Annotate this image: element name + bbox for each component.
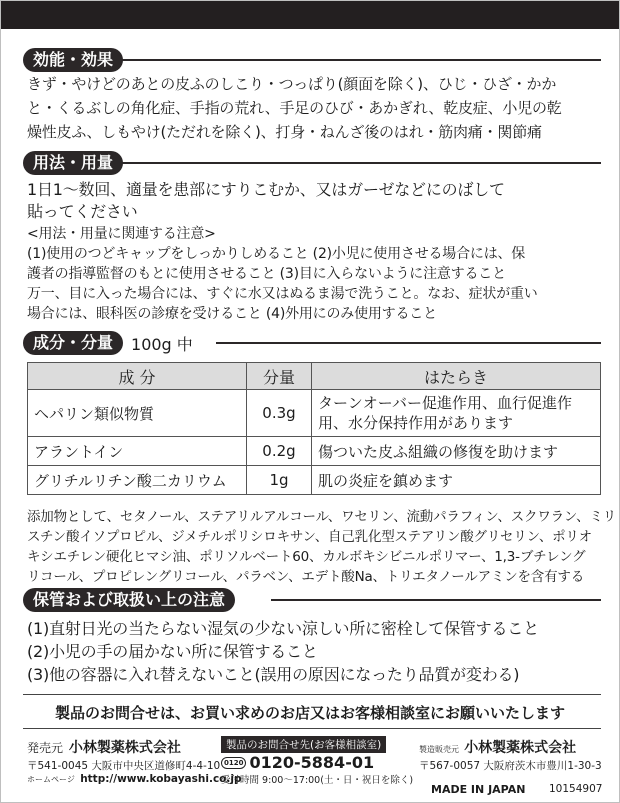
ingredients-title: 成分・分量	[23, 331, 123, 355]
maker-name: 小林製薬株式会社	[464, 740, 577, 756]
storage-rule	[271, 599, 601, 601]
usage-note: (1)使用のつどキャップをしっかりしめること (2)小児に使用させる場合には、保	[27, 246, 526, 262]
seller-name: 小林製薬株式会社	[68, 740, 181, 756]
col-header-role: はたらき	[312, 363, 601, 390]
ingredient-role: ターンオーバー促進作用、血行促進作用、水分保持作用があります	[312, 390, 601, 437]
additives-line: リコール、プロピレングリコール、パラベン、エデト酸Na、トリエタノールアミンを含有する	[27, 569, 584, 585]
storage-item: (1)直射日光の当たらない湿気の少ない涼しい所に密栓して保管すること	[27, 619, 539, 638]
usage-note: 万一、目に入った場合には、すぐに水又はぬるま湯で洗うこと。なお、症状が重い	[27, 286, 538, 302]
table-row	[28, 390, 601, 437]
seller-block	[27, 737, 181, 757]
ingredient-name: グリチルリチン酸二カリウム	[28, 466, 247, 495]
additives-line: スチン酸イソプロピル、ジメチルポリシロキサン、自己乳化型ステアリン酸グリセリン、ポリオ	[27, 529, 592, 545]
contact-label: 製品のお問合せ先(お客様相談室)	[221, 736, 386, 753]
additives-line: キシエチレン硬化ヒマシ油、ポリソルベート60、カルボキシビニルポリマー、1,3-ブチレング	[27, 549, 586, 565]
ingredient-name: ヘパリン類似物質	[28, 390, 247, 437]
usage-rule	[121, 162, 601, 164]
effects-rule	[121, 59, 601, 61]
origin-label: MADE IN JAPAN	[431, 783, 526, 796]
effects-line: と・くるぶしの角化症、手指の荒れ、手足のひび・あかぎれ、乾皮症、小児の乾	[27, 99, 562, 117]
usage-header	[23, 151, 123, 175]
usage-note: 護者の指導監督のもとに使用させること (3)目に入らないように注意すること	[27, 266, 506, 282]
ingredient-role: 傷ついた皮ふ組織の修復を助けます	[312, 437, 601, 466]
table-row	[28, 437, 601, 466]
top-bar	[1, 1, 619, 29]
col-header-qty: 分量	[247, 363, 312, 390]
ingredient-qty: 0.3g	[247, 390, 312, 437]
maker-block	[419, 737, 576, 757]
seller-label: 発売元	[27, 741, 64, 755]
col-header-name: 成 分	[28, 363, 247, 390]
ingredients-amount: 100g 中	[131, 334, 193, 354]
inquiry-notice: 製品のお問合せは、お買い求めのお店又はお客様相談室にお願いいたします	[54, 704, 565, 722]
ingredients-table	[27, 362, 601, 495]
usage-line: 1日1〜数回、適量を患部にすりこむか、又はガーゼなどにのばして	[27, 180, 505, 199]
storage-item: (3)他の容器に入れ替えないこと(誤用の原因になったり品質が変わる)	[27, 665, 520, 684]
ingredient-role: 肌の炎症を鎮めます	[312, 466, 601, 495]
usage-note: <用法・用量に関連する注意>	[27, 226, 216, 242]
footer-divider-top	[23, 694, 601, 695]
storage-title: 保管および取扱い上の注意	[23, 588, 235, 612]
footer-divider-bottom	[23, 728, 601, 729]
table-row	[28, 466, 601, 495]
ingredients-rule	[216, 342, 601, 344]
maker-address: 〒567-0057 大阪府茨木市豊川1-30-3	[419, 760, 602, 772]
table-header-row	[28, 363, 601, 390]
usage-line: 貼ってください	[27, 202, 138, 221]
homepage	[27, 773, 241, 785]
effects-header	[23, 48, 123, 72]
ingredients-header	[23, 331, 193, 355]
effects-line: きず・やけどのあとの皮ふのしこり・つっぱり(顔面を除く)、ひじ・ひざ・かか	[27, 75, 557, 93]
homepage-url[interactable]: http://www.kobayashi.co.jp	[80, 773, 242, 785]
product-code: 10154907	[549, 783, 603, 795]
homepage-label: ホームページ	[27, 775, 75, 784]
reception-hours: 受付時間 9:00〜17:00(土・日・祝日を除く)	[221, 775, 414, 786]
effects-line: 燥性皮ふ、しもやけ(ただれを除く)、打身・ねんざ後のはれ・筋肉痛・関節痛	[27, 123, 542, 141]
storage-header	[23, 588, 235, 612]
phone-number[interactable]: 0120-5884-01	[249, 753, 375, 772]
ingredient-name: アラントイン	[28, 437, 247, 466]
seller-address: 〒541-0045 大阪市中央区道修町4-4-10	[27, 760, 221, 772]
storage-item: (2)小児の手の届かない所に保管すること	[27, 642, 318, 661]
freedial-icon: 0120	[221, 757, 246, 769]
usage-title: 用法・用量	[23, 151, 123, 175]
effects-title: 効能・効果	[23, 48, 123, 72]
usage-note: 場合には、眼科医の診療を受けること (4)外用にのみ使用すること	[27, 306, 437, 322]
phone-block	[221, 753, 374, 772]
maker-label: 製造販売元	[419, 745, 459, 754]
ingredient-qty: 1g	[247, 466, 312, 495]
additives-line: 添加物として、セタノール、ステアリルアルコール、ワセリン、流動パラフィン、スクワラン、ミリ	[27, 509, 617, 525]
ingredient-qty: 0.2g	[247, 437, 312, 466]
